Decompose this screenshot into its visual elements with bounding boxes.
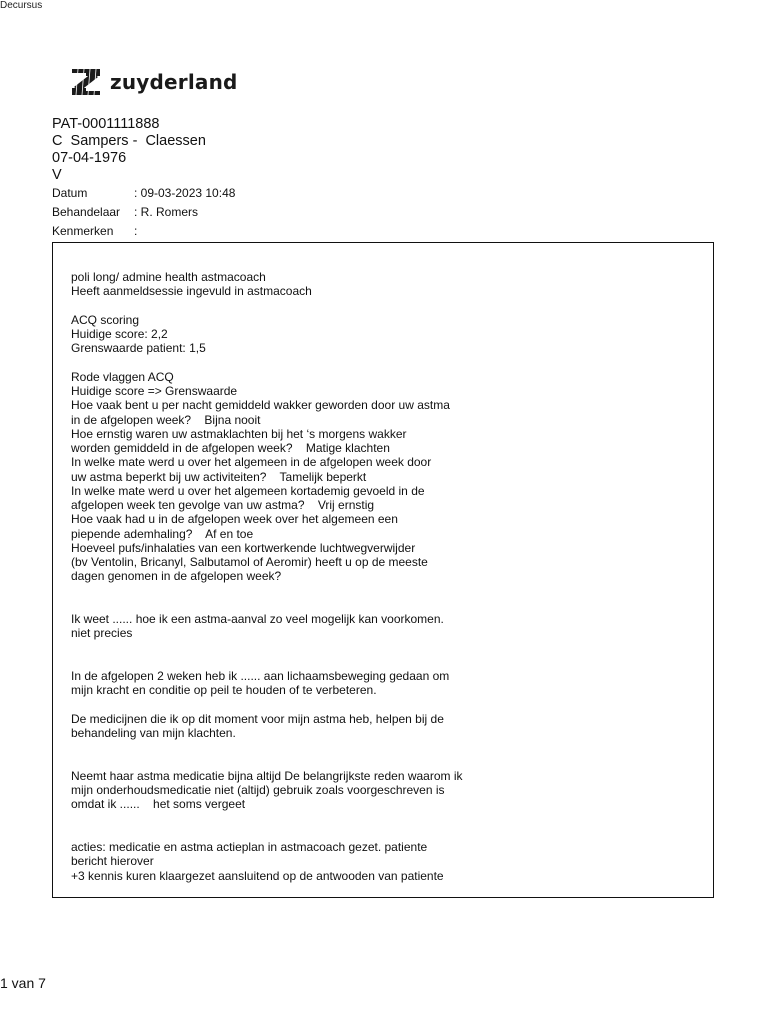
note-line: Neemt haar astma medicatie bijna altijd De belangrijkste reden waarom ik: [71, 768, 463, 783]
note-line: [71, 655, 463, 669]
note-line: [71, 598, 463, 612]
patient-id: PAT-0001111888: [52, 116, 160, 132]
note-line: [71, 356, 463, 370]
page-number: 1 van 7: [0, 975, 46, 991]
note-line: [71, 755, 463, 769]
clinical-note-text: [71, 270, 463, 883]
note-line: [71, 740, 463, 754]
note-line: piepende ademhaling? Af en toe: [71, 526, 254, 541]
note-line: mijn onderhoudsmedicatie niet (altijd) gebruik zoals voorgeschreven is: [71, 783, 445, 797]
note-line: Hoe vaak bent u per nacht gemiddeld wakker geworden door uw astma: [71, 398, 450, 413]
meta-value: :: [134, 224, 138, 238]
note-line: uw astma beperkt bij uw activiteiten? Tamelijk beperkt: [71, 469, 367, 484]
note-line: Hoeveel pufs/inhalaties van een kortwerkende luchtwegverwijder: [71, 540, 416, 555]
note-line: In de afgelopen 2 weken heb ik ...... aan lichaamsbeweging gedaan om: [71, 669, 450, 683]
zuyderland-logo-text: zuyderland: [110, 70, 238, 94]
patient-info: [52, 116, 206, 184]
note-line: De medicijnen die ik op dit moment voor mijn astma heb, helpen bij de: [71, 711, 444, 726]
patient-name: C Sampers - Claessen: [52, 133, 206, 149]
note-line: behandeling van mijn klachten.: [71, 726, 236, 740]
note-line: mijn kracht en conditie op peil te houden of te verbeteren.: [71, 683, 377, 698]
note-line: [71, 584, 463, 598]
note-line: Huidige score: 2,2: [71, 327, 168, 341]
zuyderland-logo: [70, 67, 238, 97]
note-line: worden gemiddeld in de afgelopen week? Matige klachten: [71, 441, 390, 455]
note-line: poli long/ admine health astmacoach: [71, 270, 266, 284]
meta-key: Datum: [52, 186, 88, 200]
note-line: afgelopen week ten gevolge van uw astma? Vrij ernstig: [71, 498, 375, 512]
meta-value: : R. Romers: [134, 205, 199, 219]
note-line: [71, 826, 463, 840]
meta-key: Kenmerken: [52, 224, 114, 238]
note-line: Hoe ernstig waren uw astmaklachten bij het ‘s morgens wakker: [71, 426, 407, 441]
note-line: +3 kennis kuren klaargezet aansluitend op de antwooden van patiente: [71, 868, 444, 883]
zuyderland-logo-icon: [70, 67, 102, 97]
patient-birthdate: 07-04-1976: [52, 150, 127, 166]
patient-sex: V: [52, 167, 62, 183]
note-line: Rode vlaggen ACQ: [71, 369, 174, 384]
note-line: niet precies: [71, 626, 133, 641]
note-line: [71, 698, 463, 712]
note-line: [71, 641, 463, 655]
note-line: ACQ scoring: [71, 312, 140, 327]
note-line: [71, 812, 463, 826]
note-line: (bv Ventolin, Bricanyl, Salbutamol of Aeromir) heeft u op de meeste: [71, 555, 428, 569]
note-line: acties: medicatie en astma actieplan in astmacoach gezet. patiente: [71, 840, 428, 854]
meta-value: : 09-03-2023 10:48: [134, 186, 236, 200]
note-line: Heeft aanmeldsessie ingevuld in astmacoach: [71, 284, 312, 299]
clinical-note-box: [52, 242, 714, 898]
note-line: [71, 299, 463, 313]
note-line: dagen genomen in de afgelopen week?: [71, 569, 282, 584]
note-line: bericht hierover: [71, 854, 154, 869]
note-line: In welke mate werd u over het algemeen kortademig gevoeld in de: [71, 483, 425, 498]
meta-key: Behandelaar: [52, 205, 121, 219]
note-line: in de afgelopen week? Bijna nooit: [71, 412, 261, 427]
note-line: omdat ik ...... het soms vergeet: [71, 797, 246, 812]
note-line: Ik weet ...... hoe ik een astma-aanval zo veel mogelijk kan voorkomen.: [71, 612, 444, 626]
document-type-label: Decursus: [0, 0, 43, 11]
note-line: Grenswaarde patient: 1,5: [71, 341, 206, 356]
note-line: Huidige score => Grenswaarde: [71, 384, 238, 398]
note-line: In welke mate werd u over het algemeen in de afgelopen week door: [71, 455, 432, 470]
note-line: Hoe vaak had u in de afgelopen week over het algemeen een: [71, 512, 398, 527]
